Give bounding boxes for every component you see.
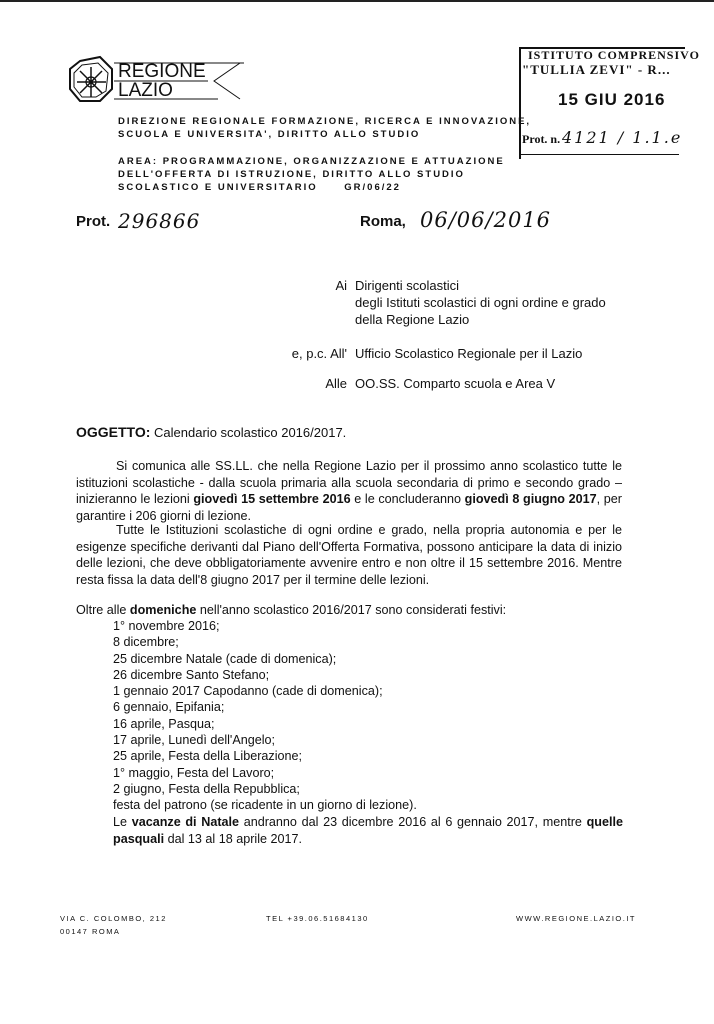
recipient-lines [355, 277, 655, 328]
footer-address [60, 912, 167, 938]
easter-vacation-emphasis: quelle pasquali [113, 815, 623, 846]
paragraph-text: nell'anno scolastico 2016/2017 sono considerati festivi: [196, 603, 507, 617]
end-date-emphasis: giovedì 8 giugno 2017 [464, 492, 597, 506]
holiday-item: 6 gennaio, Epifania; [113, 700, 225, 715]
protocol-number: 296866 [118, 209, 201, 233]
holiday-item: 25 aprile, Festa della Liberazione; [113, 749, 303, 764]
area-line-1: AREA: PROGRAMMAZIONE, ORGANIZZAZIONE E ATTUAZIONE [118, 156, 505, 167]
logo-line-regione: REGIONE [118, 61, 206, 82]
department-line-2: SCUOLA E UNIVERSITA', DIRITTO ALLO STUDIO [118, 129, 421, 140]
stamp-prot-number: 4121 / 1.1.e [562, 128, 683, 147]
holiday-item: 8 dicembre; [113, 635, 179, 650]
recipient-label: Alle [325, 376, 347, 391]
stamp-date: 15 GIU 2016 [558, 90, 666, 109]
paragraph-text: andranno dal 23 dicembre 2016 al 6 gennaio 2017, mentre [239, 815, 587, 829]
holiday-item: festa del patrono (se ricadente in un giorno di lezione). [113, 798, 417, 813]
stamp-bottom-rule [519, 154, 679, 155]
subject-text: Calendario scolastico 2016/2017. [154, 425, 347, 440]
subject-label: OGGETTO: [76, 424, 151, 440]
logo-line-lazio: LAZIO [118, 80, 173, 101]
recipient-line: della Regione Lazio [355, 312, 470, 327]
recipient-line: Ufficio Scolastico Regionale per il Lazio [355, 346, 583, 361]
recipient-line: Dirigenti scolastici [355, 278, 460, 293]
paragraph-text: dal 13 al 18 aprile 2017. [164, 831, 303, 846]
holiday-item: 16 aprile, Pasqua; [113, 716, 215, 731]
paragraph-text: Le [113, 815, 132, 829]
subject-line [76, 424, 346, 440]
footer-website: WWW.REGIONE.LAZIO.IT [516, 914, 636, 923]
paragraph-text: Si comunica alle SS.LL. che nella Regione Lazio per il prossimo anno scolastico tutte le istituzioni scolastiche - dalla scuola primaria alla scuola secondaria di primo e secondo grado – inizieranno le lezioni [76, 459, 622, 506]
footer-address-line-2: 00147 ROMA [60, 927, 121, 936]
footer-address-line-1: VIA C. COLOMBO, 212 [60, 914, 167, 923]
area-line-2: DELL'OFFERTA DI ISTRUZIONE, DIRITTO ALLO STUDIO [118, 169, 465, 180]
recipient-line: OO.SS. Comparto scuola e Area V [355, 376, 556, 391]
stamp-prot-label: Prot. n. [522, 132, 561, 146]
recipient-label: e, p.c. All' [291, 346, 347, 361]
holiday-item: 26 dicembre Santo Stefano; [113, 667, 270, 682]
sundays-emphasis: domeniche [129, 603, 197, 617]
start-date-emphasis: giovedì 15 settembre 2016 [193, 492, 351, 506]
city-label: Roma, [360, 213, 406, 230]
area-header [118, 155, 505, 194]
letter-date: 06/06/2016 [420, 208, 552, 232]
holiday-item: 1° novembre 2016; [113, 619, 220, 633]
protocol-label: Prot. [76, 213, 111, 230]
vacations-paragraph [113, 814, 623, 847]
recipient-label: Ai [335, 278, 347, 293]
holiday-list [113, 618, 613, 814]
area-line-3 [118, 181, 505, 194]
area-line-3-text: SCOLASTICO E UNIVERSITARIO [118, 182, 318, 193]
paragraph-text: Oltre alle [76, 603, 130, 617]
holiday-item: 17 aprile, Lunedì dell'Angelo; [113, 733, 276, 748]
paragraph-2: Tutte le Istituzioni scolastiche di ogni ordine e grado, nella propria autonomia e per le esigenze specifiche derivanti dal Piano dell'Offerta Formativa, possono anticipare la data di inizio delle lezioni, che deve obbligatoriamente avvenire entro e non oltre il 15 settembre 2016. Mentre resta fissa la data dell'8 giugno 2017 per il termine delle lezioni. [76, 523, 622, 587]
department-header [118, 115, 531, 141]
paragraph-text: e le concluderanno [350, 492, 465, 506]
holiday-item: 1° maggio, Festa del Lavoro; [113, 765, 275, 780]
holiday-item: 25 dicembre Natale (cade di domenica); [113, 651, 337, 666]
recipient-line: degli Istituti scolastici di ogni ordine e grado [355, 295, 606, 310]
paragraph-1 [76, 458, 622, 524]
holiday-item: 1 gennaio 2017 Capodanno (cade di domenica); [113, 684, 383, 699]
stamp-school-subtitle: "TULLIA ZEVI" - R... [522, 62, 671, 77]
department-line-1: DIREZIONE REGIONALE FORMAZIONE, RICERCA E INNOVAZIONE, [118, 116, 532, 127]
top-rule [0, 0, 714, 2]
paragraph-text: , per garantire i 206 giorni di lezione. [76, 492, 622, 523]
holiday-item: 2 giugno, Festa della Repubblica; [113, 781, 300, 796]
footer-phone: TEL +39.06.51684130 [266, 914, 369, 923]
christmas-vacation-emphasis: vacanze di Natale [131, 815, 240, 829]
area-code: GR/06/22 [344, 182, 401, 193]
paragraph-3 [76, 602, 622, 619]
stamp-school-name: ISTITUTO COMPRENSIVO [528, 48, 700, 62]
regione-lazio-logo [68, 55, 248, 105]
